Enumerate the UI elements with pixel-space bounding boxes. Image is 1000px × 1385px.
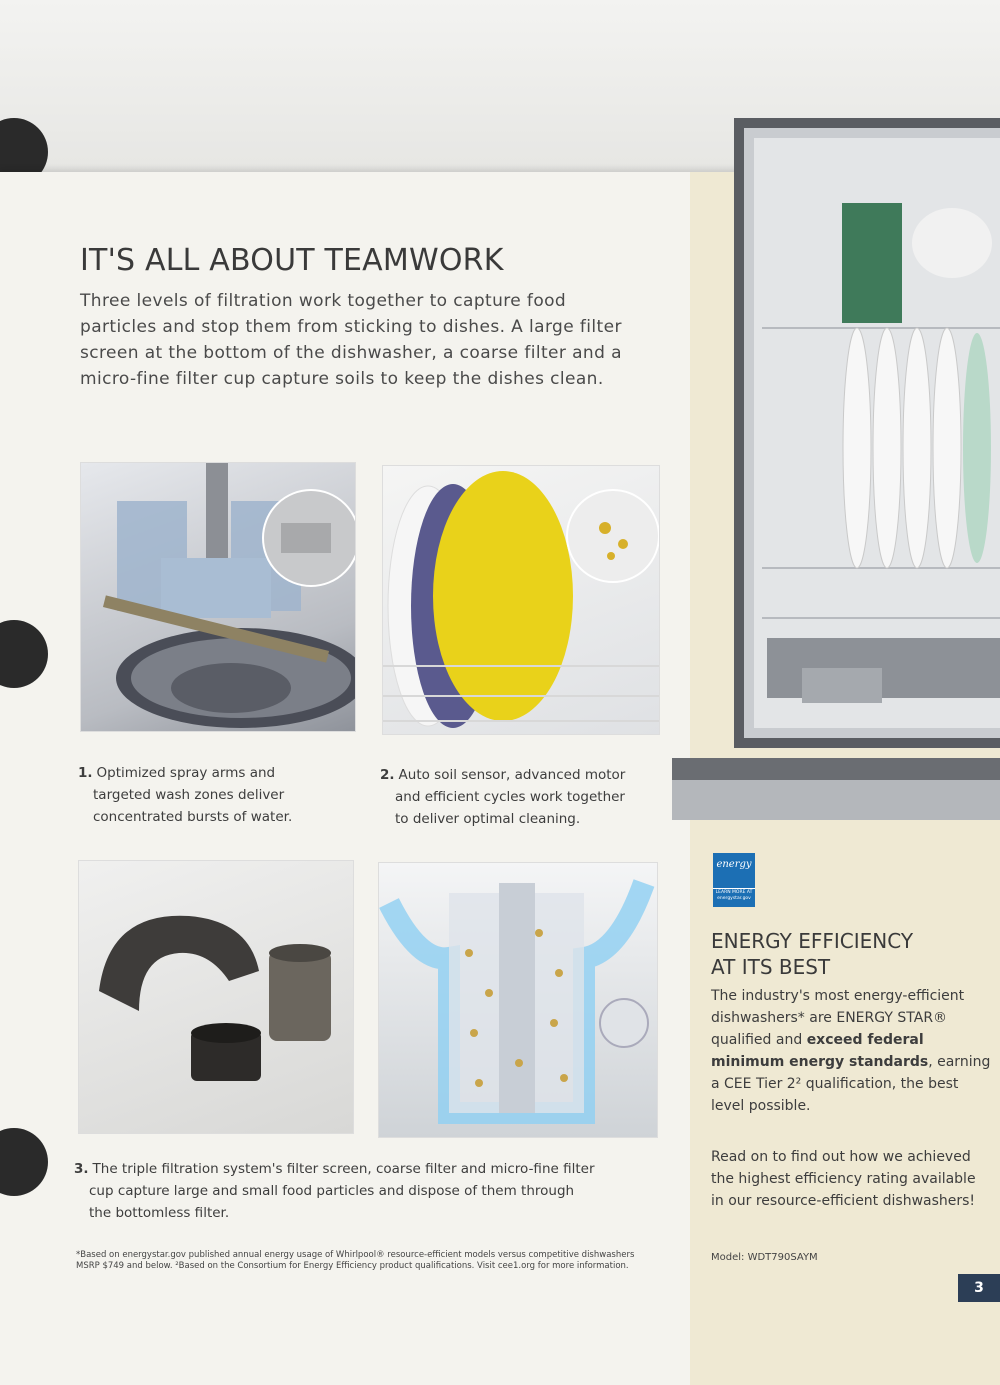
spray-arm-photo: [80, 462, 356, 732]
intro-paragraph: Three levels of filtration work together to capture food particles and stop them from sticking to dishes. A large filter screen at the bottom of the dishwasher, a coarse filter and a micro-fine filter cup capture soils to keep the dishes clean.: [80, 291, 622, 389]
caption-3: [74, 1158, 654, 1224]
side-heading-line: ENERGY EFFICIENCY: [711, 929, 914, 953]
plates-photo: [382, 465, 660, 735]
caption-3-line: The triple filtration system's filter screen, coarse filter and micro-fine filter: [92, 1161, 595, 1177]
filter-parts-photo: [78, 860, 354, 1134]
caption-2-line: to deliver optimal cleaning.: [395, 811, 581, 827]
side-heading-line: AT ITS BEST: [711, 955, 831, 979]
energy-paragraph: [711, 985, 991, 1117]
caption-2: [380, 764, 670, 830]
energy-star-logo: [713, 853, 755, 907]
caption-3-number: 3.: [74, 1161, 89, 1177]
caption-1: [78, 762, 358, 828]
caption-2-line: and efficient cycles work together: [395, 789, 625, 805]
page-number: 3: [958, 1274, 1000, 1302]
energy-star-url: LEARN MORE AT energystar.gov: [713, 888, 755, 902]
caption-1-line: targeted wash zones deliver: [93, 787, 285, 803]
page-title: IT'S ALL ABOUT TEAMWORK: [80, 243, 504, 278]
energy-paragraph-text: , earning a CEE Tier 2² qualification, the best level possible.: [711, 1054, 991, 1114]
caption-2-line: Auto soil sensor, advanced motor: [398, 767, 626, 783]
filtration-diagram: [378, 862, 658, 1138]
energy-star-script: energy: [716, 859, 752, 870]
caption-2-number: 2.: [380, 767, 395, 783]
caption-3-line: cup capture large and small food particles and dispose of them through: [89, 1183, 575, 1199]
footnote: *Based on energystar.gov published annual energy usage of Whirlpool® resource-efficient models versus competitive dishwashers MSRP $749 and below. ²Based on the Consortium for Energy Efficiency product qualifications. Visit cee1.org for more information.: [76, 1250, 635, 1271]
energy-paragraph-bold: exceed federal minimum energy standards: [711, 1032, 929, 1070]
read-on-paragraph: Read on to find out how we achieved the highest efficiency rating available in our resource-efficient dishwashers!: [711, 1149, 976, 1209]
caption-1-line: Optimized spray arms and: [96, 765, 276, 781]
caption-1-line: concentrated bursts of water.: [93, 809, 293, 825]
caption-3-line: the bottomless filter.: [89, 1205, 230, 1221]
caption-1-number: 1.: [78, 765, 93, 781]
model-number: Model: WDT790SAYM: [711, 1252, 818, 1263]
side-heading: [711, 928, 913, 980]
energy-paragraph-text: The industry's most energy-efficient dishwashers* are ENERGY STAR® qualified and: [711, 988, 965, 1048]
dishwasher-photo: [672, 118, 1000, 820]
